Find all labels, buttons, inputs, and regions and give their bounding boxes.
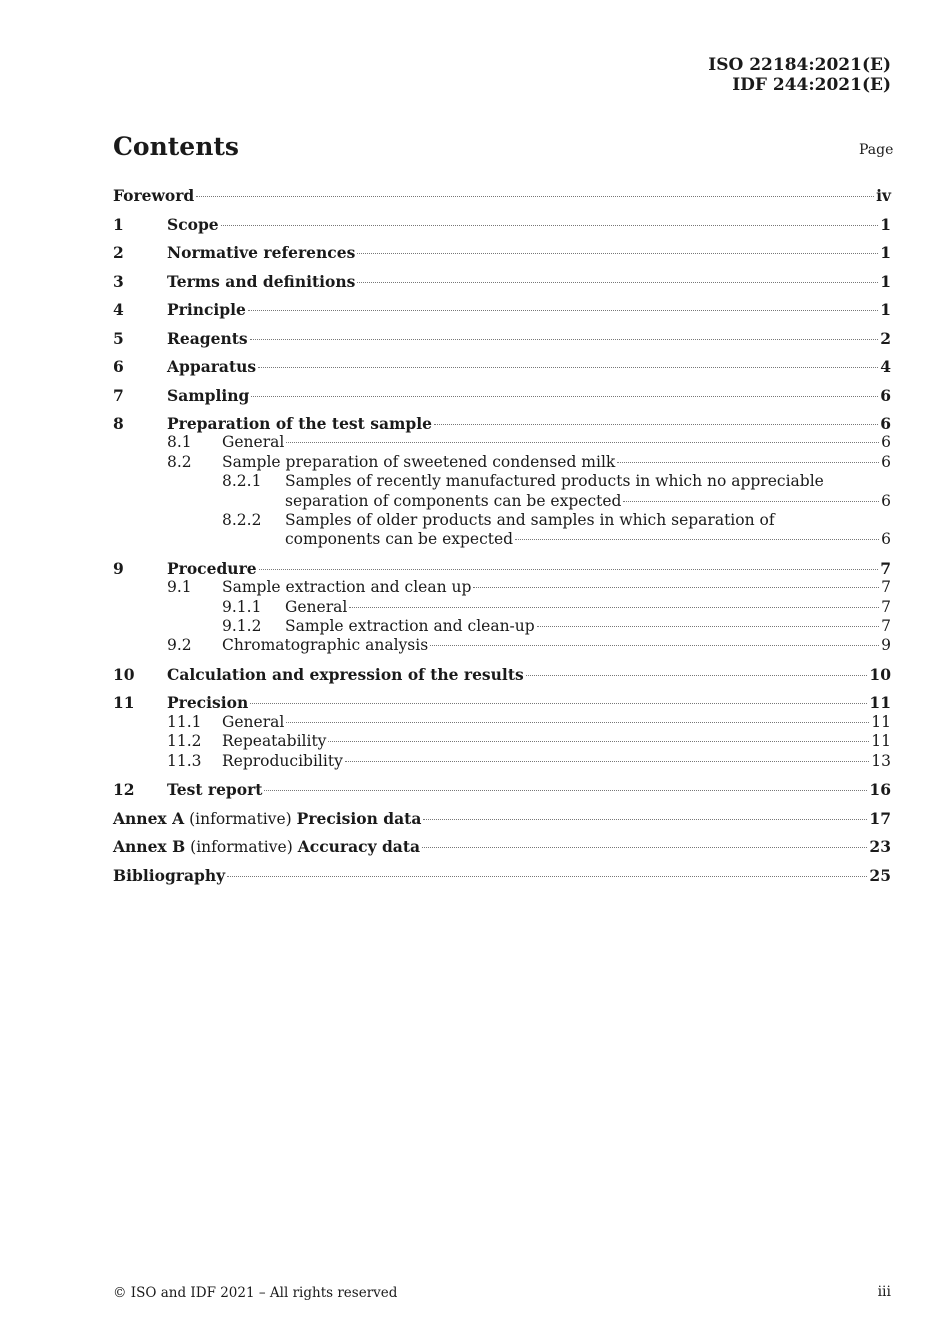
toc-entry-precision[interactable] — [113, 693, 891, 712]
leader-dots — [250, 703, 867, 704]
toc-entry-principle[interactable] — [113, 300, 891, 329]
iso-number: ISO 22184:2021(E) — [708, 55, 891, 75]
annex-label: Annex B — [113, 837, 186, 857]
toc-number: 9.1.2 — [222, 617, 262, 636]
toc-number: 11.2 — [167, 732, 202, 751]
leader-dots — [434, 424, 878, 425]
toc-entry-terms-definitions[interactable] — [113, 272, 891, 301]
toc-title: Sample extraction and clean-up — [285, 617, 535, 636]
toc-entry-test-report[interactable] — [113, 780, 891, 809]
toc-entry-apparatus[interactable] — [113, 357, 891, 386]
toc-entry-8-2-sample-preparation[interactable] — [113, 453, 891, 472]
toc-entry-11-1-general[interactable] — [113, 713, 891, 732]
leader-dots — [473, 587, 879, 588]
toc-entry-9-1-1-general[interactable] — [113, 598, 891, 617]
toc-entry-annex-a[interactable] — [113, 809, 891, 838]
toc-number: 6 — [113, 357, 124, 376]
toc-title: Sampling — [167, 385, 250, 405]
toc-title: Reproducibility — [222, 751, 343, 770]
toc-title: Scope — [167, 214, 219, 234]
leader-dots — [537, 626, 879, 627]
toc-number: 12 — [113, 780, 135, 800]
toc-number: 8.2 — [167, 452, 192, 471]
toc-title: General — [285, 597, 348, 616]
toc-entry-calculation[interactable] — [113, 665, 891, 694]
toc-title-line1: Samples of recently manufactured products in which no appreciable — [285, 472, 824, 491]
toc-title: Precision — [167, 693, 249, 713]
toc-entry-sampling[interactable] — [113, 386, 891, 415]
toc-title: General — [222, 433, 285, 452]
leader-dots — [264, 790, 867, 791]
leader-dots — [349, 607, 879, 608]
toc-page: 6 — [881, 530, 891, 549]
toc-title: Principle — [167, 300, 246, 319]
toc-number: 1 — [113, 214, 124, 234]
toc-number: 2 — [113, 243, 124, 262]
toc-page: 23 — [869, 837, 891, 857]
leader-dots — [423, 819, 867, 820]
toc-page: 4 — [880, 357, 891, 376]
toc-entry-9-2-chromatographic[interactable] — [113, 636, 891, 665]
toc-number: 10 — [113, 664, 135, 684]
toc-number: 9 — [113, 558, 124, 578]
toc-number: 11 — [113, 693, 135, 713]
toc-page: 25 — [869, 865, 891, 885]
leader-dots — [227, 876, 867, 877]
toc-number: 8 — [113, 414, 124, 433]
leader-dots — [286, 722, 869, 723]
annex-kind: (informative) — [189, 809, 292, 828]
toc-entry-reagents[interactable] — [113, 329, 891, 358]
toc-entry-bibliography[interactable] — [113, 866, 891, 895]
leader-dots — [221, 225, 879, 226]
toc-number: 5 — [113, 328, 124, 348]
toc-entry-8-2-1-recent-products[interactable] — [113, 472, 891, 491]
toc-number: 8.2.1 — [222, 472, 262, 491]
toc-title: Bibliography — [113, 865, 226, 885]
toc-entry-8-1-general[interactable] — [113, 433, 891, 452]
toc-page: 6 — [881, 452, 891, 471]
table-of-contents — [113, 186, 891, 894]
toc-title: Chromatographic analysis — [222, 636, 429, 655]
toc-title: Normative references — [167, 243, 356, 262]
toc-entry-9-1-extraction[interactable] — [113, 578, 891, 597]
toc-entry-8-2-2-continued[interactable] — [113, 530, 891, 559]
toc-title: Accuracy data — [297, 837, 421, 857]
leader-dots — [623, 501, 879, 502]
toc-entry-scope[interactable] — [113, 215, 891, 244]
leader-dots — [328, 741, 869, 742]
toc-page: 7 — [881, 617, 891, 636]
toc-page: 1 — [880, 243, 891, 262]
leader-dots — [196, 196, 874, 197]
toc-title: General — [222, 712, 285, 731]
leader-dots — [248, 310, 878, 311]
toc-title: Terms and definitions — [167, 271, 356, 291]
leader-dots — [357, 282, 878, 283]
toc-title: Repeatability — [222, 732, 327, 751]
toc-number: 9.2 — [167, 636, 192, 655]
toc-title: Foreword — [113, 186, 195, 205]
toc-page: 9 — [881, 636, 891, 655]
toc-entry-normative-references[interactable] — [113, 243, 891, 272]
toc-page: 10 — [869, 664, 891, 684]
toc-number: 7 — [113, 385, 124, 405]
toc-number: 9.1 — [167, 578, 192, 597]
toc-page: 6 — [880, 414, 891, 433]
toc-title: Preparation of the test sample — [167, 414, 432, 433]
toc-title-line2: separation of components can be expected — [285, 491, 622, 510]
toc-page: 1 — [880, 271, 891, 291]
toc-page: 11 — [869, 693, 891, 713]
toc-title-line1: Samples of older products and samples in which separation of — [285, 510, 775, 529]
toc-title: Sample preparation of sweetened condensed milk — [222, 452, 616, 471]
toc-number: 3 — [113, 271, 124, 291]
copyright-notice: © ISO and IDF 2021 – All rights reserved — [113, 1285, 398, 1301]
leader-dots — [515, 539, 879, 540]
page-column-label: Page — [859, 142, 894, 158]
toc-page: 16 — [869, 780, 891, 800]
toc-number: 8.2.2 — [222, 510, 262, 529]
toc-page: 2 — [880, 328, 891, 348]
idf-number: IDF 244:2021(E) — [732, 75, 891, 95]
toc-title: Reagents — [167, 328, 248, 348]
toc-number: 11.3 — [167, 751, 202, 770]
toc-page: 7 — [881, 597, 891, 616]
toc-title: Apparatus — [167, 357, 257, 376]
leader-dots — [345, 761, 869, 762]
page-number: iii — [877, 1284, 891, 1300]
toc-entry-annex-b[interactable] — [113, 837, 891, 866]
leader-dots — [286, 442, 879, 443]
toc-entry-procedure[interactable] — [113, 559, 891, 578]
annex-kind: (informative) — [190, 838, 293, 857]
toc-number: 11.1 — [167, 712, 202, 731]
toc-page: 7 — [880, 558, 891, 578]
toc-page: 6 — [880, 385, 891, 405]
page-title: Contents — [113, 132, 240, 161]
leader-dots — [617, 462, 879, 463]
toc-page: 11 — [871, 732, 891, 751]
leader-dots — [251, 396, 878, 397]
toc-page: 1 — [880, 214, 891, 234]
toc-entry-8-2-1-continued[interactable] — [113, 492, 891, 511]
leader-dots — [526, 675, 868, 676]
toc-page: 11 — [871, 712, 891, 731]
annex-label: Annex A — [113, 808, 185, 828]
toc-title: Sample extraction and clean up — [222, 578, 472, 597]
toc-page: 6 — [881, 433, 891, 452]
leader-dots — [258, 367, 878, 368]
toc-page: 17 — [869, 808, 891, 828]
toc-page: iv — [876, 186, 891, 205]
toc-number: 8.1 — [167, 433, 192, 452]
toc-page: 7 — [881, 578, 891, 597]
toc-entry-preparation-test-sample[interactable] — [113, 414, 891, 433]
leader-dots — [259, 569, 879, 570]
toc-entry-9-1-2-clean-up[interactable] — [113, 617, 891, 636]
toc-entry-foreword[interactable] — [113, 186, 891, 215]
leader-dots — [430, 645, 879, 646]
toc-title: Calculation and expression of the results — [167, 664, 524, 684]
toc-title: Test report — [167, 780, 263, 800]
document-identifier — [708, 55, 891, 95]
toc-title: Precision data — [296, 808, 422, 828]
toc-entry-8-2-2-older-products[interactable] — [113, 511, 891, 530]
toc-number: 4 — [113, 300, 124, 319]
toc-number: 9.1.1 — [222, 597, 262, 616]
toc-entry-11-2-repeatability[interactable] — [113, 732, 891, 751]
leader-dots — [357, 253, 878, 254]
leader-dots — [422, 847, 867, 848]
toc-title: Procedure — [167, 558, 257, 578]
toc-title-line2: components can be expected — [285, 530, 514, 549]
toc-page: 13 — [871, 751, 891, 770]
toc-page: 1 — [880, 300, 891, 319]
leader-dots — [250, 339, 879, 340]
toc-page: 6 — [881, 491, 891, 510]
toc-entry-11-3-reproducibility[interactable] — [113, 752, 891, 781]
